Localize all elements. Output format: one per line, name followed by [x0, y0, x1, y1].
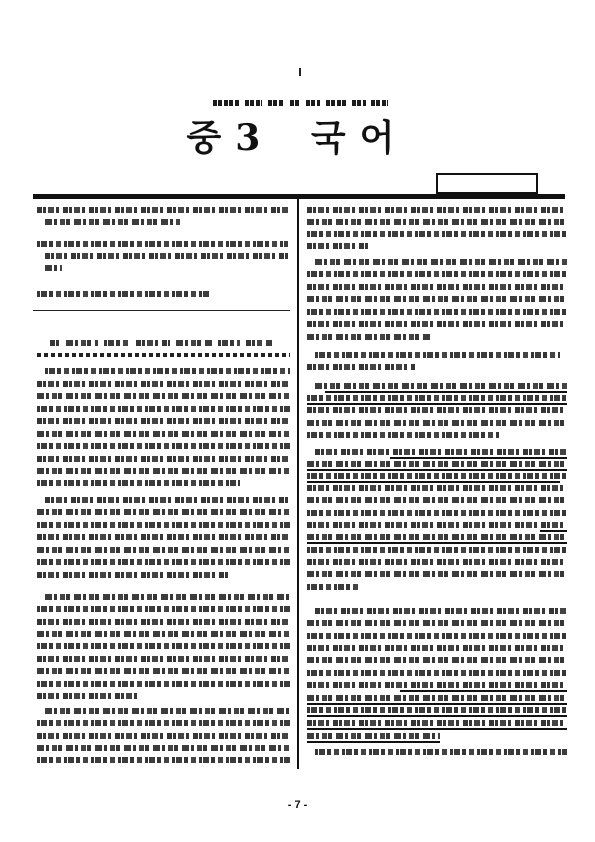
- text-line: [307, 682, 567, 688]
- text-line: [315, 383, 567, 389]
- text-line: [37, 559, 290, 565]
- text-line: [37, 522, 290, 528]
- header-text-segment: [371, 100, 388, 106]
- text-line: [136, 340, 170, 346]
- underline: [307, 481, 560, 483]
- text-line: [37, 406, 290, 412]
- text-line: [37, 681, 290, 687]
- text-line: [37, 291, 210, 297]
- text-line: [218, 340, 240, 346]
- header-text-segment: [245, 100, 262, 106]
- text-line: [307, 219, 567, 225]
- header-text-segment: [268, 100, 284, 106]
- text-line: [307, 670, 567, 676]
- text-line: [307, 720, 567, 726]
- text-line: [307, 633, 567, 639]
- underline: [307, 542, 567, 544]
- text-line: [66, 340, 98, 346]
- text-line: [37, 241, 288, 247]
- text-line: [307, 432, 500, 438]
- text-line: [37, 757, 290, 763]
- text-line: [37, 468, 290, 474]
- text-line: [307, 420, 567, 426]
- text-line: [307, 707, 567, 713]
- header-text-segment: [306, 100, 320, 106]
- text-line: [307, 522, 567, 528]
- column-divider: [297, 199, 299, 769]
- text-line: [307, 473, 567, 479]
- text-line: [266, 340, 272, 346]
- text-line: [307, 620, 567, 626]
- text-line: [307, 497, 567, 503]
- header-text-segment: [213, 100, 240, 106]
- text-line: [307, 645, 567, 651]
- text-line: [37, 572, 230, 578]
- text-line: [45, 253, 288, 259]
- text-line: [315, 608, 567, 614]
- text-line: [246, 340, 262, 346]
- text-line: [307, 461, 567, 467]
- text-line: [315, 352, 560, 358]
- underline: [307, 403, 567, 405]
- text-line: [37, 431, 290, 437]
- text-line: [37, 480, 240, 486]
- text-line: [37, 443, 290, 449]
- dotted-separator: [37, 353, 290, 357]
- underline: [307, 469, 567, 471]
- name-box: [436, 173, 538, 194]
- text-line: [37, 745, 290, 751]
- text-line: [104, 340, 130, 346]
- text-line: [45, 219, 180, 225]
- text-line: [37, 606, 290, 612]
- header-text-segment: [290, 100, 300, 106]
- text-line: [37, 381, 290, 387]
- text-line: [37, 418, 290, 424]
- underline: [400, 690, 567, 692]
- text-line: [37, 619, 290, 625]
- text-line: [307, 309, 567, 315]
- text-line: [37, 534, 290, 540]
- text-line: [37, 643, 290, 649]
- text-line: [307, 395, 567, 401]
- text-line: [307, 733, 440, 739]
- text-line: [307, 485, 567, 491]
- text-line: [45, 497, 290, 503]
- underline: [540, 530, 567, 532]
- text-line: [307, 559, 567, 565]
- text-line: [307, 296, 567, 302]
- text-line: [45, 708, 290, 714]
- section-rule: [33, 310, 290, 311]
- text-line: [37, 668, 290, 674]
- text-line: [37, 509, 290, 515]
- underline: [307, 728, 567, 730]
- text-line: [37, 207, 288, 213]
- text-line: [37, 733, 290, 739]
- text-line: [37, 456, 290, 462]
- text-line: [307, 510, 567, 516]
- header-text-segment: [326, 100, 346, 106]
- text-line: [45, 368, 290, 374]
- text-line: [37, 693, 140, 699]
- text-line: [307, 534, 567, 540]
- top-mark: [299, 68, 301, 76]
- text-line: [307, 284, 567, 290]
- text-line: [307, 207, 567, 213]
- text-line: [315, 449, 567, 455]
- text-line: [307, 584, 360, 590]
- text-line: [37, 720, 290, 726]
- text-line: [307, 334, 430, 340]
- text-line: [50, 340, 60, 346]
- underline: [390, 457, 567, 459]
- text-line: [176, 340, 212, 346]
- text-line: [307, 271, 567, 277]
- text-line: [45, 265, 62, 271]
- text-line: [37, 631, 290, 637]
- text-line: [307, 321, 567, 327]
- text-line: [37, 547, 290, 553]
- underline: [307, 703, 567, 705]
- underline: [325, 391, 567, 393]
- text-line: [307, 657, 567, 663]
- text-line: [307, 243, 370, 249]
- exam-title: 중3 국어: [186, 117, 409, 159]
- text-line: [307, 571, 567, 577]
- underline: [307, 741, 440, 743]
- text-line: [307, 547, 567, 553]
- text-line: [315, 259, 567, 265]
- header-rule: [33, 194, 565, 199]
- text-line: [307, 695, 567, 701]
- text-line: [307, 407, 567, 413]
- header-text-segment: [352, 100, 366, 106]
- text-line: [307, 231, 567, 237]
- text-line: [37, 393, 290, 399]
- page-number: - 7 -: [287, 799, 308, 811]
- text-line: [45, 594, 290, 600]
- underline: [307, 715, 567, 717]
- text-line: [37, 656, 290, 662]
- text-line: [315, 749, 567, 755]
- text-line: [307, 364, 415, 370]
